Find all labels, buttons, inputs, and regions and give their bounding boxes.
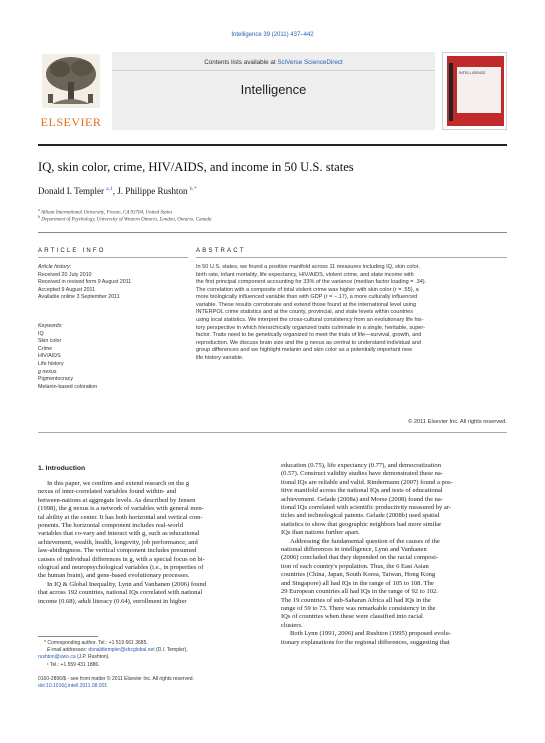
body-line: nexus of inter-correlated variables found within- and <box>38 488 177 496</box>
divider <box>38 257 188 258</box>
divider <box>196 257 507 258</box>
body-line: statistics to show that geographic neighbors had more similar <box>281 520 442 528</box>
abstract-line: INTERPOL crime statistics and at the county, provincial, and state levels within countries <box>196 309 414 316</box>
history-label: Article history: <box>38 264 72 270</box>
body-line: education (0.75), life expectancy (0.77), and democratization <box>281 462 441 469</box>
journal-name[interactable]: Intelligence <box>240 82 307 97</box>
history-item: Received in revised form 9 August 2011 <box>38 279 132 286</box>
body-line: 29 European countries all had IQs in the range of 92 to 102. <box>281 588 438 596</box>
author-marks[interactable]: b,* <box>189 186 197 192</box>
body-column-right <box>281 462 507 647</box>
body-line: law-abidingness. The vertical component includes presumed <box>38 547 197 555</box>
body-line: The 19 countries of sub-Saharan Africa all had IQs in the <box>281 596 431 604</box>
keywords-label: Keywords: <box>38 323 63 329</box>
journal-title-box <box>112 52 435 130</box>
body-line: Both Lynn (1991, 2006) and Rushton (1995) proposed evolu- <box>290 630 451 638</box>
section-heading: 1. Introduction <box>38 465 86 472</box>
email-link[interactable]: rushton@uwo.ca <box>38 654 76 661</box>
footnotes <box>38 640 264 669</box>
body-line: achievement. Gelade (2008a) and Morse (2008) found the na- <box>281 495 443 503</box>
author-list <box>38 186 197 196</box>
abstract-line: In 50 U.S. states, we found a positive manifold across 11 measures including IQ, skin color, <box>196 264 420 270</box>
keyword: Pigmentocracy <box>38 376 74 383</box>
keyword: HIV/AIDS <box>38 353 61 360</box>
abstract-line: factor. Traits need to be genetically organized to meet the trials of life—survival, growth, and <box>196 332 422 339</box>
body-line: ponents. The horizontal component includes real-world <box>38 522 183 530</box>
article-history <box>38 264 188 302</box>
affiliation-text: Alliant International University, Fresno, CA 93704, United States <box>40 210 173 216</box>
keyword: Life history <box>38 360 64 367</box>
email-line <box>38 654 264 661</box>
email-label: E-mail addresses: <box>47 647 88 654</box>
body-line: causes of individual differences in g, with a special focus on bi- <box>38 555 205 563</box>
divider <box>38 232 507 233</box>
abstract-line: birth rate, infant mortality, life expectancy, HIV/AIDS, violent crime, and state income with <box>196 271 414 278</box>
affiliation <box>38 214 211 223</box>
history-item: Available online 3 September 2011 <box>38 294 120 301</box>
contents-line <box>112 59 435 66</box>
abstract-text <box>196 264 507 363</box>
cover-title: INTELLIGENCE <box>459 71 486 75</box>
body-line: ticles and technological patents. Gelade (2008b) used spatial <box>281 512 440 520</box>
history-item: Received 20 July 2010 <box>38 271 92 278</box>
abstract-line: variable. These results corroborate and extend those found at the international level using <box>196 301 417 308</box>
body-line: (0.57). Construct validity studies have demonstrated these na- <box>281 470 443 478</box>
author-marks[interactable]: a,1 <box>106 186 113 192</box>
divider <box>112 70 435 71</box>
email-line <box>38 647 264 654</box>
body-line: tion of each country's population. Thus, the 6 East Asian <box>281 562 429 570</box>
journal-citation[interactable]: Intelligence 39 (2011) 437–442 <box>231 32 314 38</box>
body-line: variables that co-vary and interact with g, such as educational <box>38 530 200 538</box>
divider <box>38 432 507 433</box>
copyright-notice: © 2011 Elsevier Inc. All rights reserved. <box>408 419 507 425</box>
corresponding-author: * Corresponding author. Tel.: +1 519 661 3685. <box>44 640 148 646</box>
body-line: and Singapore) all had IQs in the range of 105 to 108. The <box>281 579 434 587</box>
email-link[interactable]: donaldtempler@sbcglobal.net <box>88 647 155 654</box>
author-name: J. Philippe Rushton <box>117 186 188 196</box>
doi-link[interactable]: doi:10.1016/j.intell.2011.08.001 <box>38 683 108 690</box>
body-line: tal ability at the center. It has both horizontal and vertical com- <box>38 513 203 521</box>
body-line: Addressing the fundamental question of the causes of the <box>290 537 440 545</box>
body-line: national differences in intelligence, Lynn and Vanhanen <box>281 546 427 554</box>
body-line: between-nations at aggregate levels. As described by Jensen <box>38 496 196 504</box>
history-item: Accepted 9 August 2011 <box>38 286 96 293</box>
abstract-heading: ABSTRACT <box>196 248 246 254</box>
keyword: g nexus <box>38 368 57 375</box>
author-name: Donald I. Templer <box>38 186 104 196</box>
abstract-line: using local statistics. We interpret the cross-cultural consistency from an evolutionary life his- <box>196 317 424 324</box>
abstract-line: group differences and we highlight melanin and skin color as a potentially important new <box>196 347 413 354</box>
email-owner: (D.I. Templer), <box>154 647 188 654</box>
body-line: In IQ & Global Inequality, Lynn and Vanhanen (2006) found <box>47 580 207 588</box>
body-line: IQs of countries when these were classified into racial <box>281 613 423 621</box>
journal-header <box>38 52 507 130</box>
body-line: ological and neuropsychological variables (i.e., in properties of <box>38 564 204 572</box>
issn-line: 0160-2896/$ - see front matter © 2011 Elsevier Inc. All rights reserved. <box>38 676 194 682</box>
divider <box>38 144 507 146</box>
abstract-line: more biologically influenced variable than with GDP (r = −.17), a more culturally influenced <box>196 294 418 301</box>
keyword: IQ <box>38 330 44 337</box>
body-line: achievement, wealth, health, longevity, job performance, and <box>38 538 198 546</box>
affiliation-mark: a <box>38 207 40 212</box>
abstract-line: tory perspective in which hierarchically organized traits culminate in a single, heritable, super- <box>196 324 426 331</box>
abstract-line: the first principal component accounting for 33% of the variance (median factor loading = .34). <box>196 279 427 286</box>
sciencedirect-link[interactable]: SciVerse ScienceDirect <box>277 59 343 66</box>
body-line: IQs than nations further apart. <box>281 529 360 537</box>
body-line: clusters. <box>281 621 303 629</box>
abstract-line: life history variable. <box>196 354 244 361</box>
contents-prefix: Contents lists available at <box>204 59 278 66</box>
body-line: itive manifold across the national IQs and tests of educational <box>281 487 443 495</box>
elsevier-tree-icon <box>42 54 100 108</box>
publisher-logo-text: ELSEVIER <box>40 115 102 129</box>
abstract-line: The correlation with a composite of total violent crime was higher with skin color (r = .55), a <box>196 286 419 293</box>
divider <box>38 636 98 637</box>
body-column-left <box>38 480 264 606</box>
cover-stripe <box>449 63 453 121</box>
affiliation-text: Department of Psychology, University of Western Ontario, London, Ontario, Canada <box>41 217 212 223</box>
body-line: In this paper, we confirm and extend research on the g <box>47 480 190 487</box>
abstract-line: reproduction. We discuss brain size and the g nexus as central to understand individual and <box>196 339 421 346</box>
article-title: IQ, skin color, crime, HIV/AIDS, and income in 50 U.S. states <box>38 160 354 174</box>
keyword: Skin color <box>38 338 62 345</box>
affiliation-mark: b <box>38 214 40 219</box>
keywords <box>38 323 188 391</box>
body-line: tionary explanations for the regional differences, suggesting that <box>281 638 450 646</box>
issn-block <box>38 676 264 690</box>
body-line: tional IQs are reliable and valid. Rindermann (2007) found a pos- <box>281 478 453 486</box>
body-line: tional IQs correlated with scientific productivity measured by ar- <box>281 504 452 512</box>
keyword: Melanin-based coloration <box>38 383 98 390</box>
email-owner: (J.P. Rushton). <box>75 654 110 661</box>
footnote-1: ¹ Tel.: +1 559 431 1886. <box>47 661 100 668</box>
keyword: Crime <box>38 345 53 352</box>
body-line: (1998), the g nexus is a network of variables with general men- <box>38 505 204 513</box>
body-line: that across 192 countries, national IQs correlated with national <box>38 589 203 597</box>
body-line: (2006) concluded that they depended on the racial composi- <box>281 554 439 562</box>
elsevier-logo <box>38 52 104 130</box>
body-line: the human brain), and gene-based evolutionary processes. <box>38 572 190 580</box>
author-separator: , <box>112 186 118 196</box>
journal-cover-image <box>442 52 507 130</box>
body-line: income (0.68), adult literacy (0.64), enrollment in higher <box>38 597 187 605</box>
body-line: range of 59 to 73. There was remarkable consistency in the <box>281 604 436 612</box>
body-line: countries (China, Japan, South Korea, Taiwan, Hong Kong <box>281 571 436 579</box>
article-info-heading: ARTICLE INFO <box>38 248 106 254</box>
